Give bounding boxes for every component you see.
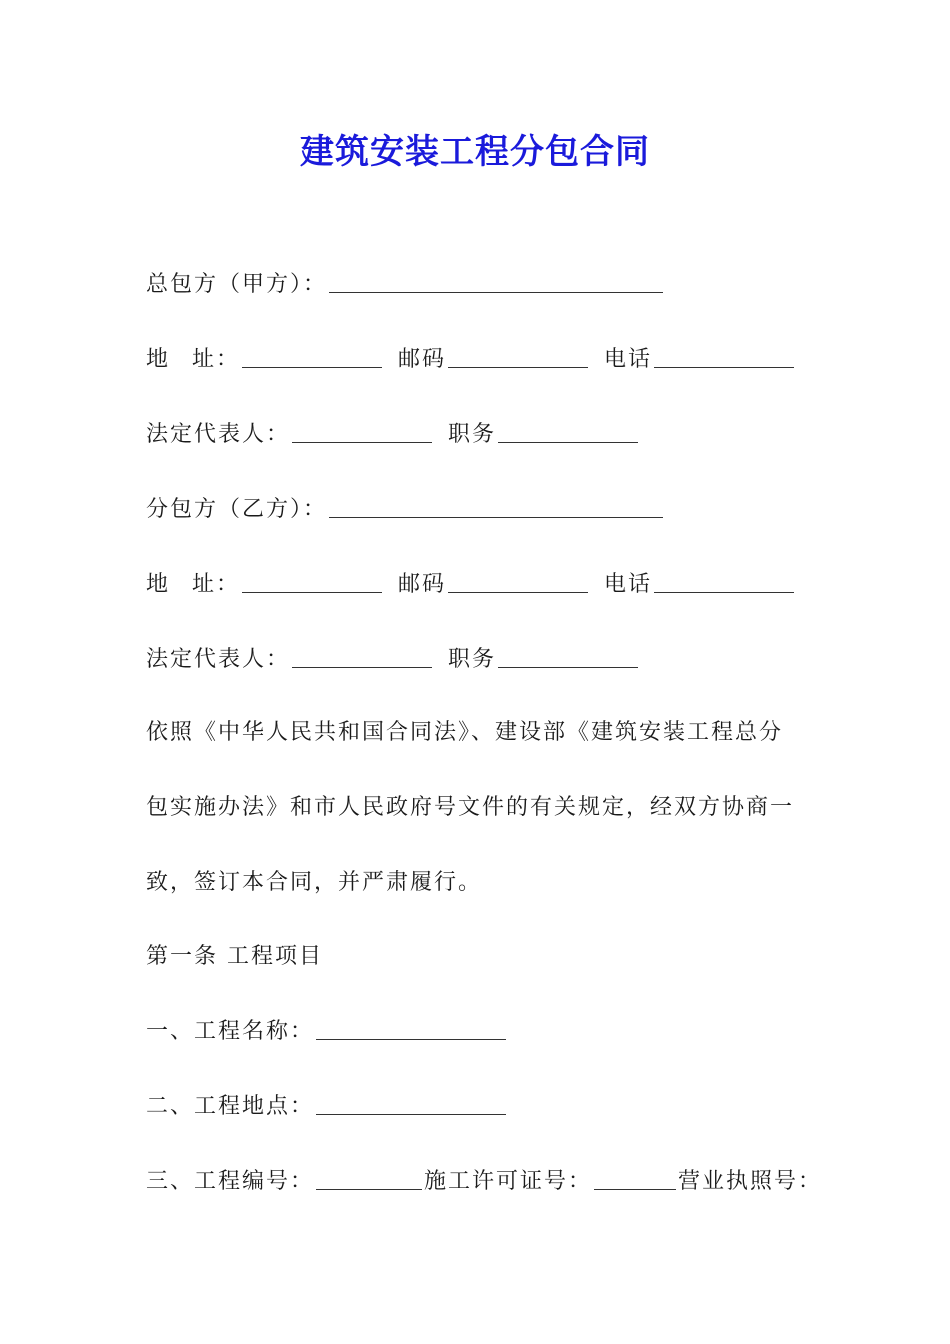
party-a-position-blank[interactable]: [498, 422, 638, 443]
party-b-address-blank[interactable]: [242, 572, 382, 593]
article-1-heading: 第一条 工程项目: [146, 944, 323, 969]
project-location-blank[interactable]: [316, 1094, 506, 1115]
party-a-postcode-blank[interactable]: [448, 347, 588, 368]
license-number-label: 营业执照号：: [678, 1169, 823, 1194]
article-1-item-3: [146, 1167, 822, 1197]
party-b-address-label-2: 址：: [192, 572, 241, 597]
party-a-address-blank[interactable]: [242, 347, 382, 368]
party-a-blank[interactable]: [329, 272, 663, 293]
preamble-line-3: 致，签订本合同，并严肃履行。: [146, 870, 483, 895]
party-a-rep-blank[interactable]: [292, 422, 432, 443]
preamble-line-1: 依照《中华人民共和国合同法》、建设部《建筑安装工程总分: [146, 720, 784, 745]
party-b-phone-label: 电话: [604, 572, 653, 597]
article-1-item-2: [146, 1092, 508, 1122]
party-b-line: [146, 495, 665, 525]
permit-number-label: 施工许可证号：: [424, 1169, 593, 1194]
article-1-item-1: [146, 1017, 508, 1047]
party-a-address-label-2: 址：: [192, 347, 241, 372]
party-b-postcode-label: 邮码: [398, 572, 447, 597]
project-location-label: 二、工程地点：: [146, 1094, 315, 1119]
party-a-postcode-label: 邮码: [398, 347, 447, 372]
party-b-blank[interactable]: [329, 497, 663, 518]
document-title: 建筑安装工程分包合同: [300, 132, 650, 172]
party-b-phone-blank[interactable]: [654, 572, 794, 593]
party-a-position-label: 职务: [448, 422, 497, 447]
party-b-address-line: [146, 570, 796, 600]
party-a-address-label-1: 地: [146, 347, 171, 372]
party-a-rep-line: [146, 420, 640, 450]
preamble-line-2: 包实施办法》和市人民政府号文件的有关规定，经双方协商一: [146, 795, 795, 820]
party-b-rep-blank[interactable]: [292, 647, 432, 668]
party-b-rep-label: 法定代表人：: [146, 647, 291, 672]
project-name-label: 一、工程名称：: [146, 1019, 315, 1044]
party-a-line: [146, 270, 665, 300]
party-a-rep-label: 法定代表人：: [146, 422, 291, 447]
party-a-label: 总包方（甲方）：: [146, 272, 328, 297]
party-b-address-label-1: 地: [146, 572, 171, 597]
project-number-label: 三、工程编号：: [146, 1169, 315, 1194]
party-a-phone-blank[interactable]: [654, 347, 794, 368]
party-a-address-line: [146, 345, 796, 375]
party-b-label: 分包方（乙方）：: [146, 497, 328, 522]
party-b-rep-line: [146, 645, 640, 675]
permit-number-blank[interactable]: [594, 1169, 676, 1190]
party-a-phone-label: 电话: [604, 347, 653, 372]
party-b-position-label: 职务: [448, 647, 497, 672]
party-b-position-blank[interactable]: [498, 647, 638, 668]
party-b-postcode-blank[interactable]: [448, 572, 588, 593]
project-number-blank[interactable]: [316, 1169, 422, 1190]
project-name-blank[interactable]: [316, 1019, 506, 1040]
